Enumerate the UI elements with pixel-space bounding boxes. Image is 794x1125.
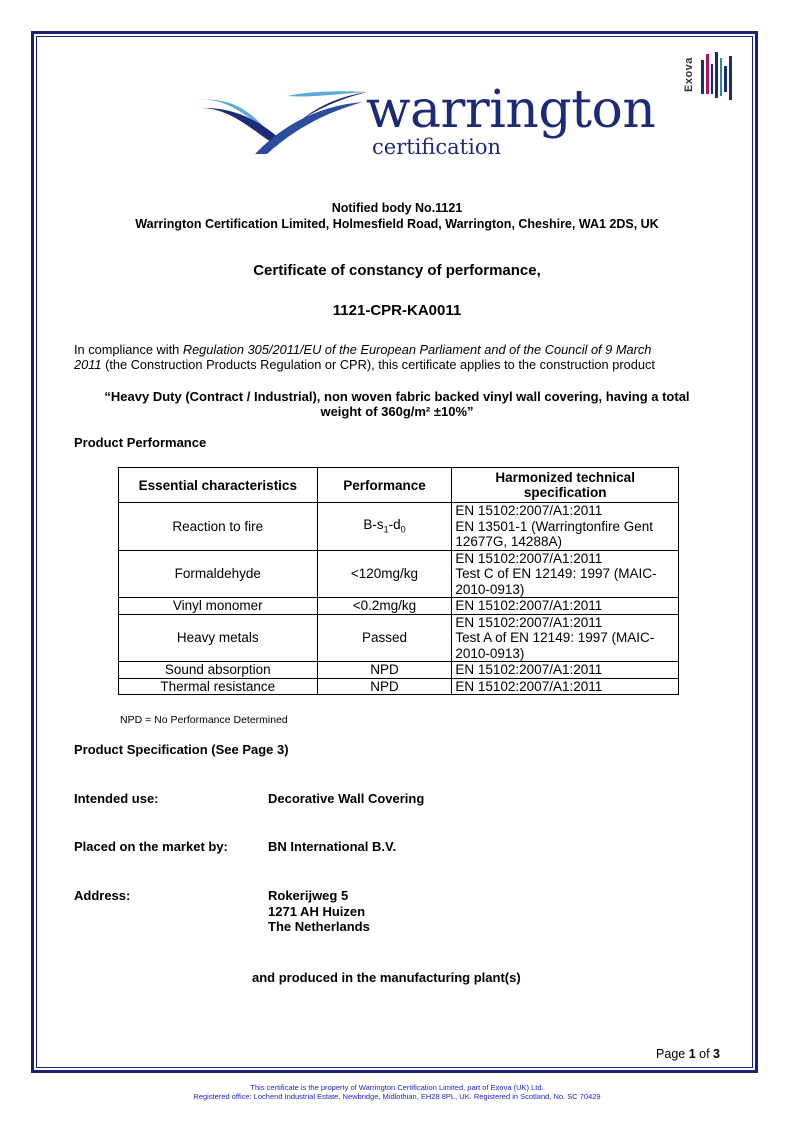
page-number: Page 1 of 3 — [656, 1047, 720, 1061]
placed-on-market-label: Placed on the market by: — [74, 839, 228, 854]
compliance-rest: (the Construction Products Regulation or CPR), this certificate applies to the construction product — [101, 357, 655, 372]
cell-characteristic: Sound absorption — [119, 662, 318, 679]
footer-registered-office: Registered office: Lochend Industrial Estate, Newbridge, Midlothian, EH28 8PL, UK. Registered in Scotland, No. SC 70429 — [193, 1092, 601, 1101]
certificate-title: Certificate of constancy of performance, — [253, 262, 541, 279]
product-line-1: “Heavy Duty (Contract / Industrial), non woven fabric backed vinyl wall covering, having a total — [104, 389, 690, 404]
certifier-address: Warrington Certification Limited, Holmesfield Road, Warrington, Cheshire, WA1 2DS, UK — [135, 217, 659, 231]
cell-performance: Passed — [317, 614, 452, 662]
address-block — [268, 888, 370, 935]
cell-performance: <0.2mg/kg — [317, 598, 452, 615]
address-line: The Netherlands — [268, 919, 370, 934]
performance-table — [118, 467, 679, 695]
certificate-number: 1121-CPR-KA0011 — [332, 302, 462, 319]
address-label: Address: — [74, 888, 131, 903]
table-row — [119, 614, 679, 662]
footer-ownership: This certificate is the property of Warrington Certification Limited, part of Exova (UK) Ltd. — [250, 1083, 544, 1092]
table-header-row — [119, 468, 679, 503]
exova-logo-text: Exova — [683, 57, 695, 92]
table-footnote: NPD = No Performance Determined — [120, 714, 288, 726]
logo-wordmark: warrington — [366, 80, 656, 140]
header-specification: Harmonized technical specification — [452, 468, 679, 503]
address-line: 1271 AH Huizen — [268, 903, 366, 919]
warrington-swoosh-logo — [195, 88, 370, 158]
cell-characteristic: Reaction to fire — [119, 503, 318, 551]
regulation-year: 2011 — [74, 357, 102, 372]
cell-characteristic: Heavy metals — [119, 614, 318, 662]
compliance-lead: In compliance with — [74, 342, 183, 357]
cell-performance: <120mg/kg — [317, 550, 452, 598]
cell-performance: NPD — [317, 678, 452, 695]
compliance-statement — [74, 342, 724, 372]
intended-use-value: Decorative Wall Covering — [268, 791, 425, 806]
cell-specification: EN 15102:2007/A1:2011 EN 13501-1 (Warringtonfire Gent 12677G, 14288A) — [452, 503, 679, 551]
product-specification-heading: Product Specification (See Page 3) — [74, 742, 289, 757]
cell-specification: EN 15102:2007/A1:2011 — [452, 662, 679, 679]
cell-specification: EN 15102:2007/A1:2011 — [452, 598, 679, 615]
intended-use-label: Intended use: — [74, 791, 159, 806]
notified-body-number: Notified body No.1121 — [331, 201, 463, 215]
produced-statement: and produced in the manufacturing plant(s) — [252, 970, 521, 985]
cell-characteristic: Thermal resistance — [119, 678, 318, 695]
product-performance-heading: Product Performance — [74, 435, 207, 450]
product-line-2: weight of 360g/m² ±10%” — [320, 404, 474, 419]
header-characteristics: Essential characteristics — [119, 468, 318, 503]
cell-specification: EN 15102:2007/A1:2011 Test A of EN 12149: 1997 (MAIC- 2010-0913) — [452, 614, 679, 662]
cell-characteristic: Vinyl monomer — [119, 598, 318, 615]
cell-performance: $B-s_1-d_0$ — [317, 503, 452, 551]
cell-specification: EN 15102:2007/A1:2011 Test C of EN 12149: 1997 (MAIC- 2010-0913) — [452, 550, 679, 598]
table-row — [119, 598, 679, 615]
table-row — [119, 678, 679, 695]
regulation-reference: Regulation 305/2011/EU of the European Parliament and of the Council of 9 March — [182, 342, 652, 357]
address-line: Rokerijweg 5 — [268, 888, 349, 903]
cell-performance: NPD — [317, 662, 452, 679]
logo-subtitle: certification — [372, 135, 501, 159]
table-row — [119, 662, 679, 679]
placed-on-market-value: BN International B.V. — [268, 839, 397, 854]
cell-specification: EN 15102:2007/A1:2011 — [452, 678, 679, 695]
exova-barcode-icon — [701, 52, 737, 100]
product-description — [40, 389, 754, 419]
header-performance: Performance — [317, 468, 452, 503]
table-row — [119, 550, 679, 598]
cell-characteristic: Formaldehyde — [119, 550, 318, 598]
table-row — [119, 503, 679, 551]
